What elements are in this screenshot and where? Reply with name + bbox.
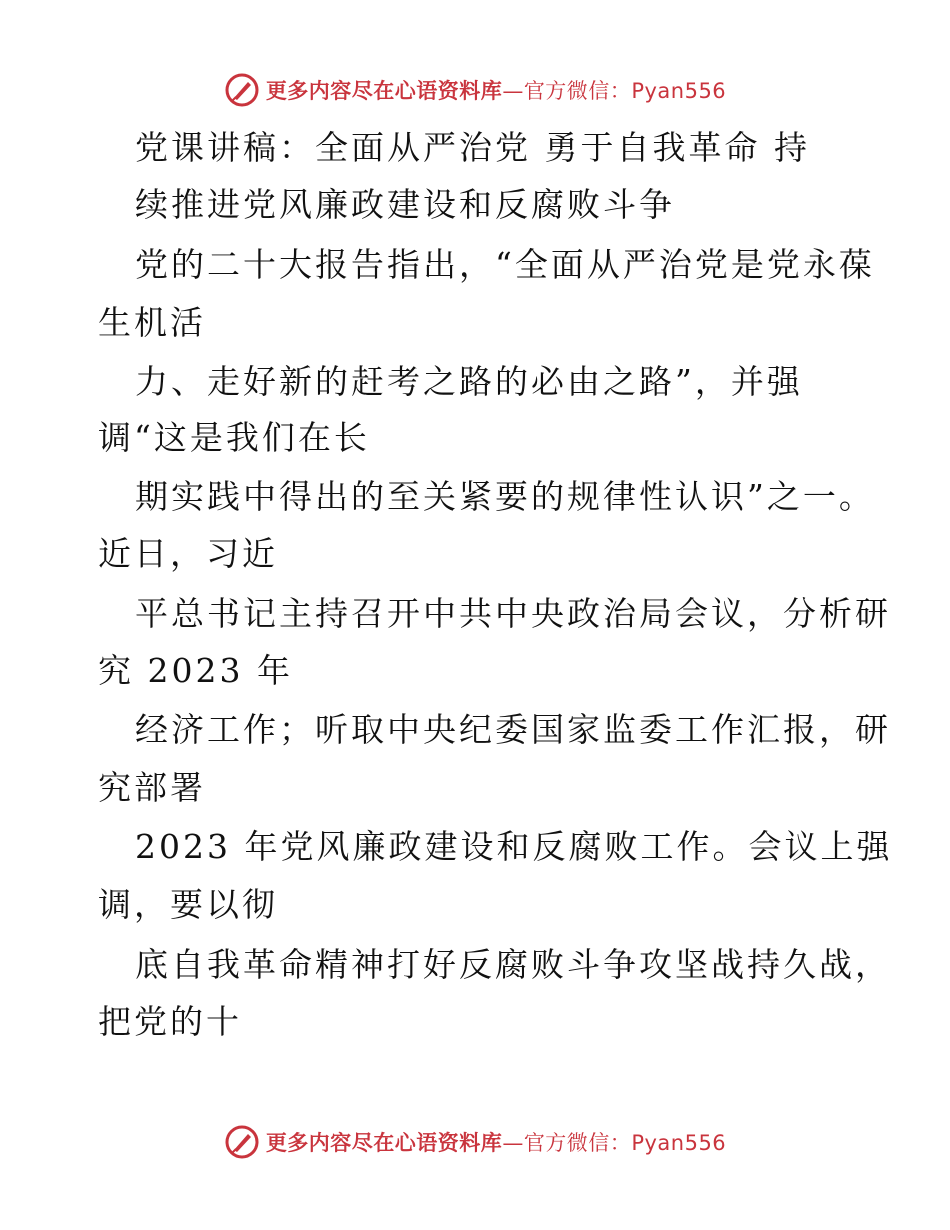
banner-wechat-id: Pyan556 [631, 1131, 727, 1155]
paragraph-line: 生机活 [98, 303, 206, 342]
header-watermark-banner [0, 72, 950, 108]
quill-logo-icon [224, 1124, 260, 1160]
paragraph-line: 调，要以彻 [98, 885, 278, 924]
banner-separator: — [502, 79, 524, 103]
paragraph-line: 党的二十大报告指出，“全面从严治党是党永葆 [135, 245, 875, 284]
paragraph-line: 经济工作；听取中央纪委国家监委工作汇报，研 [135, 710, 891, 749]
paragraph-line: 底自我革命精神打好反腐败斗争攻坚战持久战， [135, 945, 891, 984]
paragraph-line: 究部署 [98, 768, 206, 807]
banner-title: 更多内容尽在心语资料库 [265, 78, 503, 103]
banner-wechat-label: 官方微信： [523, 1131, 632, 1155]
banner-text [266, 75, 726, 105]
banner-text [266, 1127, 726, 1157]
paragraph-line: 调“这是我们在长 [98, 418, 370, 457]
paragraph-line: 力、走好新的赶考之路的必由之路”，并强 [135, 362, 803, 401]
paragraph-line: 究 2023 年 [98, 651, 293, 690]
banner-separator: — [502, 1131, 524, 1155]
title-line-2: 续推进党风廉政建设和反腐败斗争 [135, 185, 675, 224]
quill-logo-icon [224, 72, 260, 108]
footer-watermark-banner [0, 1124, 950, 1160]
banner-title: 更多内容尽在心语资料库 [265, 1130, 503, 1155]
paragraph-line: 近日，习近 [98, 534, 278, 573]
paragraph-line: 期实践中得出的至关紧要的规律性认识”之一。 [135, 477, 875, 516]
paragraph-line: 平总书记主持召开中共中央政治局会议，分析研 [135, 594, 891, 633]
paragraph-line: 2023 年党风廉政建设和反腐败工作。会议上强 [135, 827, 893, 866]
title-line-1: 党课讲稿：全面从严治党 勇于自我革命 持 [135, 128, 810, 167]
banner-wechat-label: 官方微信： [523, 79, 632, 103]
banner-wechat-id: Pyan556 [631, 79, 727, 103]
paragraph-line: 把党的十 [98, 1002, 242, 1041]
